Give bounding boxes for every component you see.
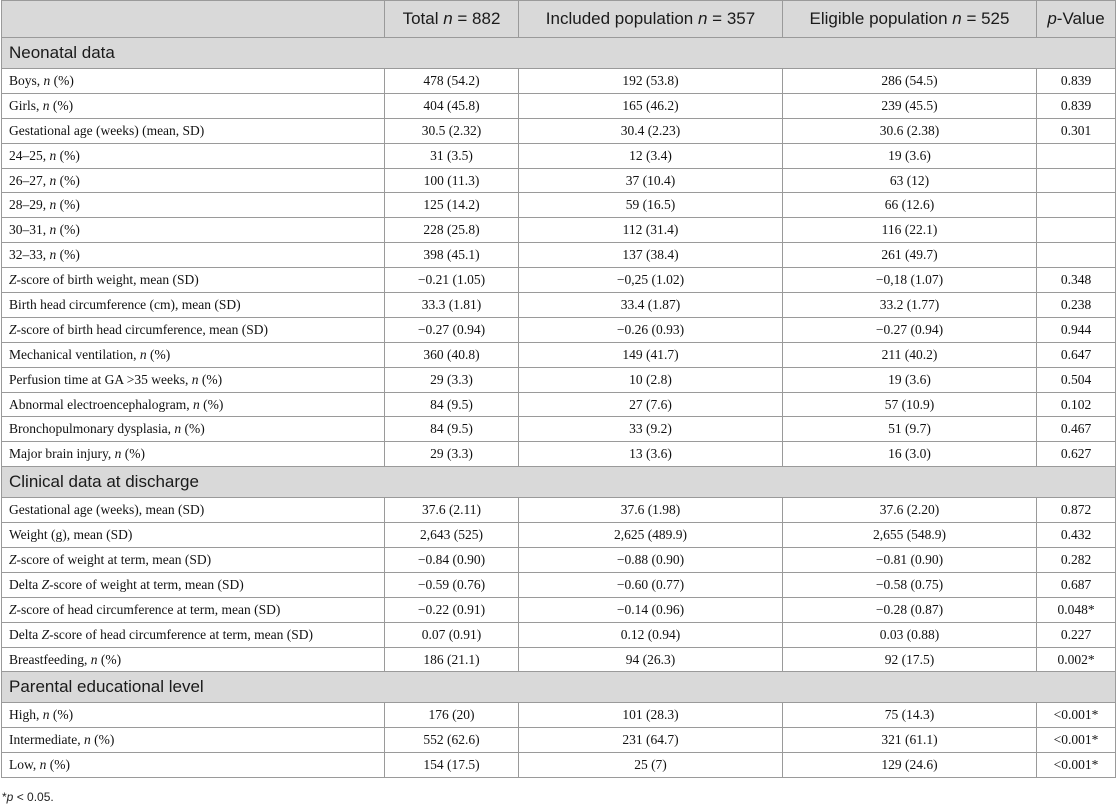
total-value: 37.6 (2.11) [385,498,519,523]
total-value: 2,643 (525) [385,523,519,548]
total-value: 552 (62.6) [385,728,519,753]
row-label: Major brain injury, n (%) [2,442,385,467]
included-value: 37.6 (1.98) [519,498,783,523]
section-title: Neonatal data [2,38,1116,69]
row-label: Abnormal electroencephalogram, n (%) [2,392,385,417]
eligible-value: −0.27 (0.94) [783,317,1037,342]
table-row [2,597,1116,622]
included-value: −0.60 (0.77) [519,572,783,597]
p-value: <0.001* [1037,753,1116,778]
row-label: Low, n (%) [2,753,385,778]
eligible-value: 286 (54.5) [783,69,1037,94]
total-value: 0.07 (0.91) [385,622,519,647]
included-value: −0.88 (0.90) [519,548,783,573]
table-body [2,38,1116,778]
included-value: 112 (31.4) [519,218,783,243]
row-label: 28–29, n (%) [2,193,385,218]
row-label: Breastfeeding, n (%) [2,647,385,672]
eligible-value: 57 (10.9) [783,392,1037,417]
table-row [2,69,1116,94]
included-value: 33.4 (1.87) [519,293,783,318]
footnote: *p < 0.05. [2,790,54,804]
p-value: 0.944 [1037,317,1116,342]
p-value [1037,168,1116,193]
row-label: 32–33, n (%) [2,243,385,268]
included-value: 10 (2.8) [519,367,783,392]
total-value: 100 (11.3) [385,168,519,193]
table-header [2,1,1116,38]
row-label: Delta Z-score of head circumference at term, mean (SD) [2,622,385,647]
section-header-row [2,467,1116,498]
p-value: 0.301 [1037,118,1116,143]
p-value: 0.102 [1037,392,1116,417]
included-value: 37 (10.4) [519,168,783,193]
included-value: −0,25 (1.02) [519,268,783,293]
total-value: 125 (14.2) [385,193,519,218]
total-value: 398 (45.1) [385,243,519,268]
included-value: 2,625 (489.9) [519,523,783,548]
table-row [2,93,1116,118]
row-label: Perfusion time at GA >35 weeks, n (%) [2,367,385,392]
total-value: 29 (3.3) [385,442,519,467]
eligible-value: 66 (12.6) [783,193,1037,218]
row-label: Gestational age (weeks) (mean, SD) [2,118,385,143]
row-label: 30–31, n (%) [2,218,385,243]
eligible-value: 51 (9.7) [783,417,1037,442]
table-row [2,498,1116,523]
eligible-value: 211 (40.2) [783,342,1037,367]
table-row [2,728,1116,753]
total-value: 30.5 (2.32) [385,118,519,143]
included-value: 149 (41.7) [519,342,783,367]
total-value: 31 (3.5) [385,143,519,168]
eligible-value: 2,655 (548.9) [783,523,1037,548]
total-value: 154 (17.5) [385,753,519,778]
eligible-value: 129 (24.6) [783,753,1037,778]
row-label: 26–27, n (%) [2,168,385,193]
eligible-value: −0.58 (0.75) [783,572,1037,597]
p-value: 0.432 [1037,523,1116,548]
table-row [2,572,1116,597]
p-value [1037,193,1116,218]
table-row [2,268,1116,293]
p-value: 0.872 [1037,498,1116,523]
row-label: High, n (%) [2,703,385,728]
table-row [2,523,1116,548]
p-value: 0.647 [1037,342,1116,367]
p-value: <0.001* [1037,728,1116,753]
characteristics-table [1,0,1116,778]
table-row [2,442,1116,467]
included-value: 25 (7) [519,753,783,778]
table-row [2,218,1116,243]
p-value: 0.839 [1037,69,1116,94]
header-total: Total n = 882 [385,1,519,38]
eligible-value: 30.6 (2.38) [783,118,1037,143]
row-label: Boys, n (%) [2,69,385,94]
p-value: 0.504 [1037,367,1116,392]
eligible-value: 92 (17.5) [783,647,1037,672]
row-label: Birth head circumference (cm), mean (SD) [2,293,385,318]
eligible-value: 16 (3.0) [783,442,1037,467]
section-title: Clinical data at discharge [2,467,1116,498]
included-value: 0.12 (0.94) [519,622,783,647]
table-row [2,622,1116,647]
p-value: 0.227 [1037,622,1116,647]
p-value: 0.467 [1037,417,1116,442]
total-value: −0.22 (0.91) [385,597,519,622]
row-label: Z-score of weight at term, mean (SD) [2,548,385,573]
included-value: 59 (16.5) [519,193,783,218]
p-value: 0.002* [1037,647,1116,672]
included-value: 94 (26.3) [519,647,783,672]
row-label: 24–25, n (%) [2,143,385,168]
p-value: 0.687 [1037,572,1116,597]
p-value: 0.839 [1037,93,1116,118]
row-label: Bronchopulmonary dysplasia, n (%) [2,417,385,442]
included-value: 231 (64.7) [519,728,783,753]
total-value: 478 (54.2) [385,69,519,94]
included-value: 101 (28.3) [519,703,783,728]
eligible-value: 19 (3.6) [783,367,1037,392]
total-value: −0.84 (0.90) [385,548,519,573]
included-value: 12 (3.4) [519,143,783,168]
table-row [2,548,1116,573]
row-label: Z-score of birth weight, mean (SD) [2,268,385,293]
row-label: Z-score of head circumference at term, mean (SD) [2,597,385,622]
row-label: Z-score of birth head circumference, mean (SD) [2,317,385,342]
table-row [2,647,1116,672]
eligible-value: 37.6 (2.20) [783,498,1037,523]
included-value: 27 (7.6) [519,392,783,417]
eligible-value: 19 (3.6) [783,143,1037,168]
table-row [2,342,1116,367]
p-value: 0.048* [1037,597,1116,622]
table-row [2,293,1116,318]
table-row [2,143,1116,168]
table-row [2,118,1116,143]
included-value: 137 (38.4) [519,243,783,268]
included-value: 33 (9.2) [519,417,783,442]
eligible-value: 239 (45.5) [783,93,1037,118]
total-value: 360 (40.8) [385,342,519,367]
total-value: 186 (21.1) [385,647,519,672]
included-value: −0.14 (0.96) [519,597,783,622]
header-blank-cell [2,1,385,38]
eligible-value: 63 (12) [783,168,1037,193]
eligible-value: 261 (49.7) [783,243,1037,268]
p-value: 0.627 [1037,442,1116,467]
p-value [1037,243,1116,268]
eligible-value: −0,18 (1.07) [783,268,1037,293]
p-value [1037,218,1116,243]
eligible-value: 116 (22.1) [783,218,1037,243]
table-row [2,168,1116,193]
total-value: 228 (25.8) [385,218,519,243]
p-value: 0.348 [1037,268,1116,293]
included-value: 192 (53.8) [519,69,783,94]
table-row [2,417,1116,442]
section-header-row [2,672,1116,703]
included-value: 165 (46.2) [519,93,783,118]
total-value: 84 (9.5) [385,392,519,417]
table-row [2,392,1116,417]
row-label: Gestational age (weeks), mean (SD) [2,498,385,523]
row-label: Girls, n (%) [2,93,385,118]
included-value: 30.4 (2.23) [519,118,783,143]
total-value: −0.21 (1.05) [385,268,519,293]
section-title: Parental educational level [2,672,1116,703]
total-value: 33.3 (1.81) [385,293,519,318]
section-header-row [2,38,1116,69]
total-value: −0.27 (0.94) [385,317,519,342]
total-value: 176 (20) [385,703,519,728]
header-eligible-population: Eligible population n = 525 [783,1,1037,38]
row-label: Weight (g), mean (SD) [2,523,385,548]
table-row [2,243,1116,268]
row-label: Intermediate, n (%) [2,728,385,753]
table-row [2,753,1116,778]
eligible-value: 33.2 (1.77) [783,293,1037,318]
table-row [2,193,1116,218]
p-value [1037,143,1116,168]
included-value: 13 (3.6) [519,442,783,467]
eligible-value: −0.81 (0.90) [783,548,1037,573]
total-value: −0.59 (0.76) [385,572,519,597]
table-row [2,703,1116,728]
eligible-value: 321 (61.1) [783,728,1037,753]
p-value: 0.282 [1037,548,1116,573]
total-value: 404 (45.8) [385,93,519,118]
row-label: Mechanical ventilation, n (%) [2,342,385,367]
header-p-value: p-Value [1037,1,1116,38]
total-value: 29 (3.3) [385,367,519,392]
total-value: 84 (9.5) [385,417,519,442]
row-label: Delta Z-score of weight at term, mean (SD) [2,572,385,597]
eligible-value: −0.28 (0.87) [783,597,1037,622]
header-included-population: Included population n = 357 [519,1,783,38]
table-row [2,367,1116,392]
eligible-value: 75 (14.3) [783,703,1037,728]
eligible-value: 0.03 (0.88) [783,622,1037,647]
table-row [2,317,1116,342]
p-value: <0.001* [1037,703,1116,728]
p-value: 0.238 [1037,293,1116,318]
included-value: −0.26 (0.93) [519,317,783,342]
